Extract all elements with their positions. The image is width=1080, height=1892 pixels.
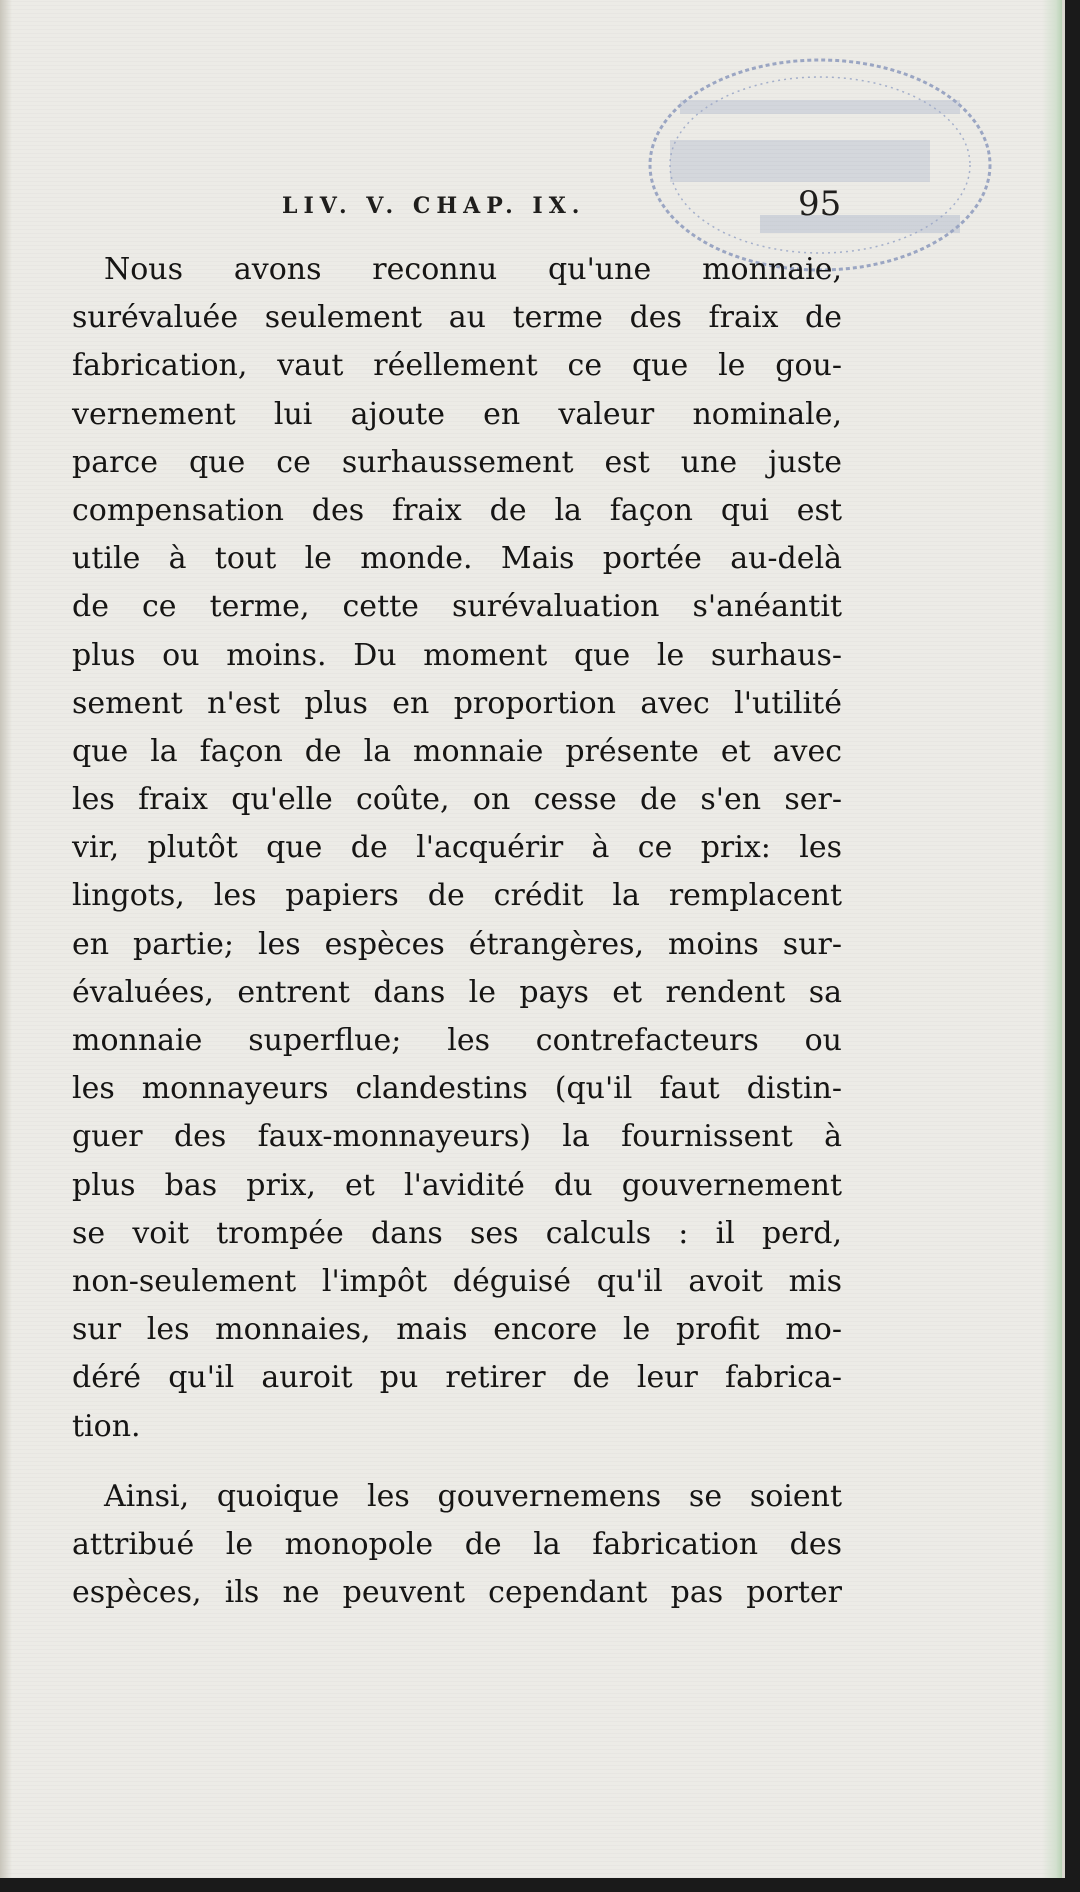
text-line: fabrication, vaut réellement ce que le gou- [72, 348, 842, 384]
text-line: Nous avons reconnu qu'une monnaie, [104, 252, 842, 287]
text-line: les monnayeurs clandestins (qu'il faut distin- [72, 1071, 842, 1107]
text-line: lingots, les papiers de crédit la remplacent [72, 878, 842, 914]
text-line: vernement lui ajoute en valeur nominale, [72, 396, 842, 432]
text-line: vir, plutôt que de l'acquérir à ce prix: les [72, 830, 842, 866]
body-text [72, 246, 842, 1617]
text-line: que la façon de la monnaie présente et avec [72, 733, 842, 769]
text-line: parce que ce surhaussement est une juste [72, 444, 842, 480]
text-line: évaluées, entrent dans le pays et rendent sa [72, 974, 842, 1010]
text-line: de ce terme, cette surévaluation s'anéantit [72, 589, 842, 625]
text-line: utile à tout le monde. Mais portée au-delà [72, 541, 842, 577]
text-line: non-seulement l'impôt déguisé qu'il avoit mis [72, 1263, 842, 1299]
text-line: tion. [72, 1408, 141, 1444]
text-line: espèces, ils ne peuvent cependant pas porter [72, 1575, 842, 1611]
text-line: les fraix qu'elle coûte, on cesse de s'en ser- [72, 782, 842, 818]
text-line: déré qu'il auroit pu retirer de leur fabrica- [72, 1360, 842, 1396]
page-gutter-shadow [0, 0, 12, 1878]
text-line: attribué le monopole de la fabrication des [72, 1526, 842, 1562]
text-line: plus ou moins. Du moment que le surhaus- [72, 637, 842, 673]
scan-border [0, 1878, 1080, 1892]
text-line: en partie; les espèces étrangères, moins sur- [72, 926, 842, 962]
text-line: se voit trompée dans ses calculs : il perd, [72, 1215, 842, 1251]
text-line: surévaluée seulement au terme des fraix de [72, 300, 842, 336]
text-line: sur les monnaies, mais encore le profit mo- [72, 1312, 842, 1348]
text-line: compensation des fraix de la façon qui est [72, 492, 842, 528]
paragraph-gap [72, 1451, 842, 1473]
text-line: sement n'est plus en proportion avec l'utilité [72, 685, 842, 721]
running-head: LIV. V. CHAP. IX. [282, 193, 586, 219]
page-edge-binding [1042, 0, 1062, 1878]
text-line: monnaie superflue; les contrefacteurs ou [72, 1023, 842, 1058]
text-line: Ainsi, quoique les gouvernemens se soient [104, 1478, 842, 1514]
text-line: guer des faux-monnayeurs) la fournissent à [72, 1119, 842, 1155]
text-line: plus bas prix, et l'avidité du gouvernement [72, 1167, 842, 1203]
page-number: 95 [798, 184, 842, 224]
